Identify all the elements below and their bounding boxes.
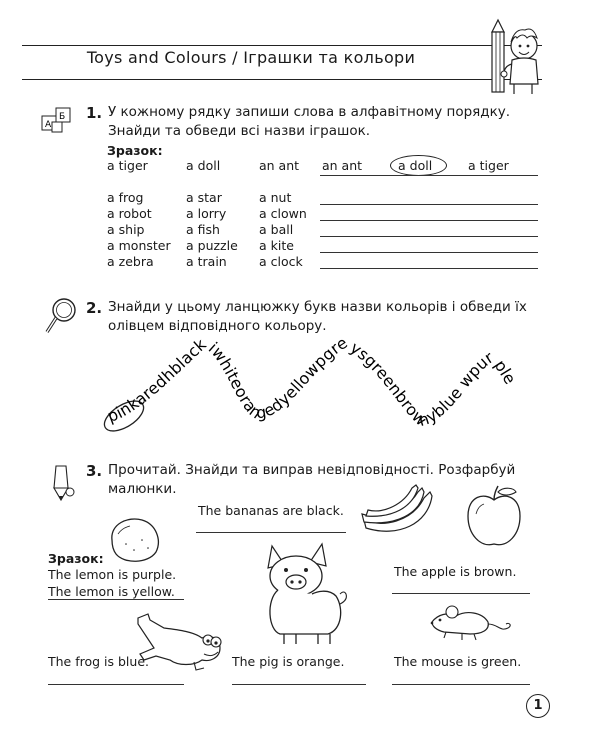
pencil-icon	[48, 464, 78, 504]
title-rule-top	[22, 45, 542, 46]
answer-line[interactable]	[320, 204, 538, 205]
title-rule-bottom	[22, 79, 542, 80]
svg-text:pinkaredhblackiwhiteorangedyel	[105, 333, 520, 430]
row-word: a frog	[107, 190, 144, 205]
pig-answer-line[interactable]	[232, 684, 366, 685]
task3-instruction: Прочитай. Знайди та виправ невідповідності. Розфарбуй малюнки.	[108, 462, 516, 497]
row-word: a nut	[259, 190, 292, 205]
answer-line[interactable]	[320, 236, 538, 237]
row-word: a train	[186, 254, 227, 269]
frog-sentence: The frog is blue.	[48, 654, 149, 669]
bananas-icon	[358, 484, 442, 538]
mouse-icon	[426, 602, 516, 642]
block-letter-b: Б	[59, 112, 66, 122]
page-title: Toys and Colours / Іграшки та кольори	[86, 48, 416, 67]
answer-line[interactable]	[320, 220, 538, 221]
row-word: a clown	[259, 206, 307, 221]
frog-answer-line[interactable]	[48, 684, 184, 685]
sample-answer-word: an ant	[322, 158, 363, 173]
row-word: a kite	[259, 238, 294, 253]
row-word: a robot	[107, 206, 152, 221]
answer-line[interactable]	[320, 252, 538, 253]
pig-icon	[258, 538, 358, 648]
answer-line[interactable]	[320, 268, 538, 269]
task2-number: 2.	[86, 299, 103, 317]
page-number: 1	[526, 694, 550, 718]
task1-number: 1.	[86, 104, 103, 122]
row-word: a ship	[107, 222, 145, 237]
row-word: a star	[186, 190, 222, 205]
mouse-answer-line[interactable]	[392, 684, 530, 685]
sample-word: a doll	[186, 158, 221, 173]
sample-answer-line	[48, 599, 184, 600]
boy-with-pencil-icon	[484, 18, 548, 98]
sample-answer-word: a tiger	[468, 158, 509, 173]
apple-sentence: The apple is brown.	[394, 564, 517, 579]
sample-answer-line	[320, 175, 538, 176]
row-word: a zebra	[107, 254, 154, 269]
apple-answer-line[interactable]	[392, 593, 530, 594]
sample-word: a tiger	[107, 158, 148, 173]
apple-icon	[462, 484, 526, 552]
row-word: a clock	[259, 254, 303, 269]
row-word: a fish	[186, 222, 220, 237]
row-word: a monster	[107, 238, 171, 253]
block-letter-a: A	[45, 120, 52, 130]
bananas-answer-line[interactable]	[196, 532, 346, 533]
task3-number: 3.	[86, 462, 103, 480]
row-word: a puzzle	[186, 238, 238, 253]
bananas-sentence: The bananas are black.	[198, 503, 344, 518]
color-letter-chain	[0, 330, 600, 450]
abc-blocks-icon	[40, 104, 74, 138]
pig-sentence: The pig is orange.	[232, 654, 345, 669]
lemon-icon	[104, 514, 164, 566]
row-word: a ball	[259, 222, 294, 237]
task3-sample-label: Зразок:	[48, 551, 104, 566]
chain-text: pinkaredhblackiwhiteorangedyellowpgreysgreenbrownyblue wpurple	[104, 332, 520, 431]
sample-wrong-sentence: The lemon is purple.	[48, 567, 177, 582]
task2-instruction: Знайди у цьому ланцюжку букв назви кольорів і обведи їх олівцем відповідного кольору.	[108, 299, 527, 334]
mouse-sentence: The mouse is green.	[394, 654, 522, 669]
sample-word: an ant	[259, 158, 300, 173]
sample-answer-word: a doll	[398, 158, 433, 173]
task1-sample-label: Зразок:	[107, 143, 163, 158]
sample-corrected-sentence: The lemon is yellow.	[48, 584, 175, 599]
task1-instruction: У кожному рядку запиши слова в алфавітному порядку. Знайди та обведи всі назви іграшок.	[108, 104, 511, 139]
row-word: a lorry	[186, 206, 227, 221]
